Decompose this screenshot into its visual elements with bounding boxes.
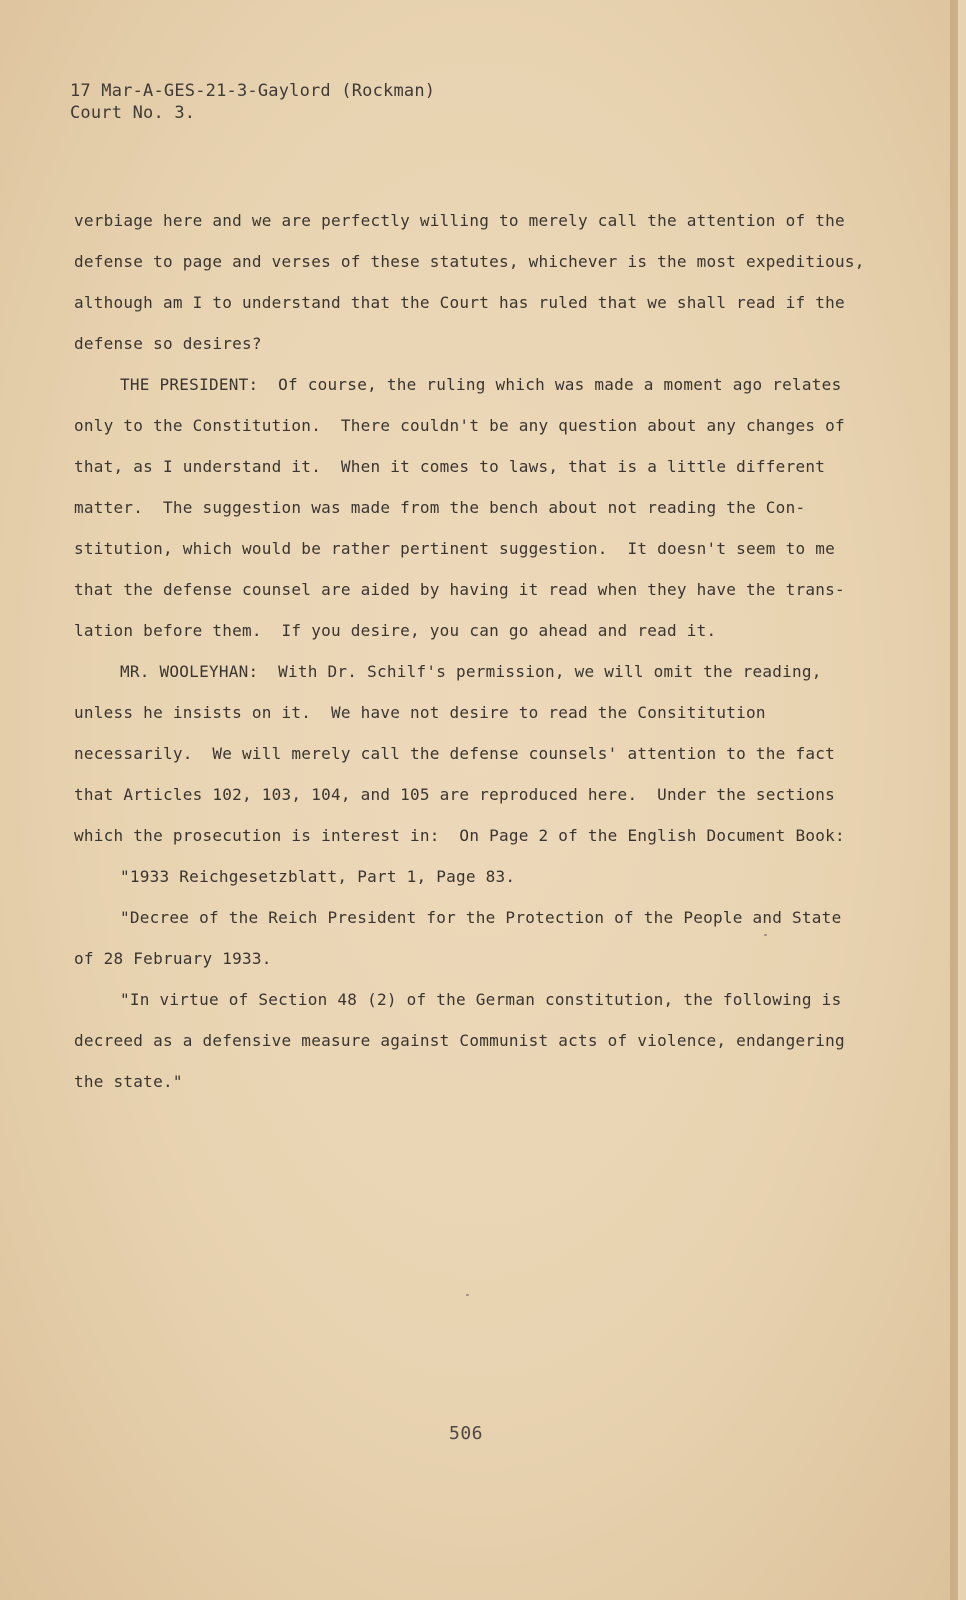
transcript-line: unless he insists on it. We have not desire to read the Consititution — [74, 703, 766, 722]
transcript-line: matter. The suggestion was made from the bench about not reading the Con- — [74, 498, 806, 517]
transcript-line: necessarily. We will merely call the defense counsels' attention to the fact — [74, 744, 835, 763]
transcript-body — [74, 200, 894, 1102]
transcript-line: defense so desires? — [74, 334, 262, 353]
transcript-line: although am I to understand that the Court has ruled that we shall read if the — [74, 293, 845, 312]
transcript-line: defense to page and verses of these statutes, whichever is the most expeditious, — [74, 252, 865, 271]
transcript-line: decreed as a defensive measure against Communist acts of violence, endangering — [74, 1031, 845, 1050]
scan-edge — [950, 0, 956, 1600]
transcript-line: "1933 Reichgesetzblatt, Part 1, Page 83. — [120, 867, 516, 886]
transcript-line: lation before them. If you desire, you can go ahead and read it. — [74, 621, 717, 640]
paper-speck — [466, 1294, 469, 1296]
transcript-line: that the defense counsel are aided by having it read when they have the trans- — [74, 580, 845, 599]
transcript-line: which the prosecution is interest in: On Page 2 of the English Document Book: — [74, 826, 845, 845]
transcript-line: "Decree of the Reich President for the Protection of the People and State — [120, 908, 842, 927]
transcript-line: that Articles 102, 103, 104, and 105 are reproduced here. Under the sections — [74, 785, 835, 804]
transcript-line: that, as I understand it. When it comes to laws, that is a little different — [74, 457, 826, 476]
transcript-line: only to the Constitution. There couldn't be any question about any changes of — [74, 416, 845, 435]
page-number: 506 — [449, 1423, 484, 1444]
transcript-line: MR. WOOLEYHAN: With Dr. Schilf's permission, we will omit the reading, — [120, 662, 822, 681]
page-header — [70, 80, 435, 124]
header-line-2: Court No. 3. — [70, 103, 196, 123]
transcript-line: the state." — [74, 1072, 183, 1091]
transcript-line: verbiage here and we are perfectly willing to merely call the attention of the — [74, 211, 845, 230]
header-line-1: 17 Mar-A-GES-21-3-Gaylord (Rockman) — [70, 81, 436, 101]
transcript-line: stitution, which would be rather pertinent suggestion. It doesn't seem to me — [74, 539, 835, 558]
paper-speck — [764, 934, 767, 936]
transcript-line: of 28 February 1933. — [74, 949, 272, 968]
transcript-line: "In virtue of Section 48 (2) of the German constitution, the following is — [120, 990, 842, 1009]
transcript-line: THE PRESIDENT: Of course, the ruling which was made a moment ago relates — [120, 375, 842, 394]
